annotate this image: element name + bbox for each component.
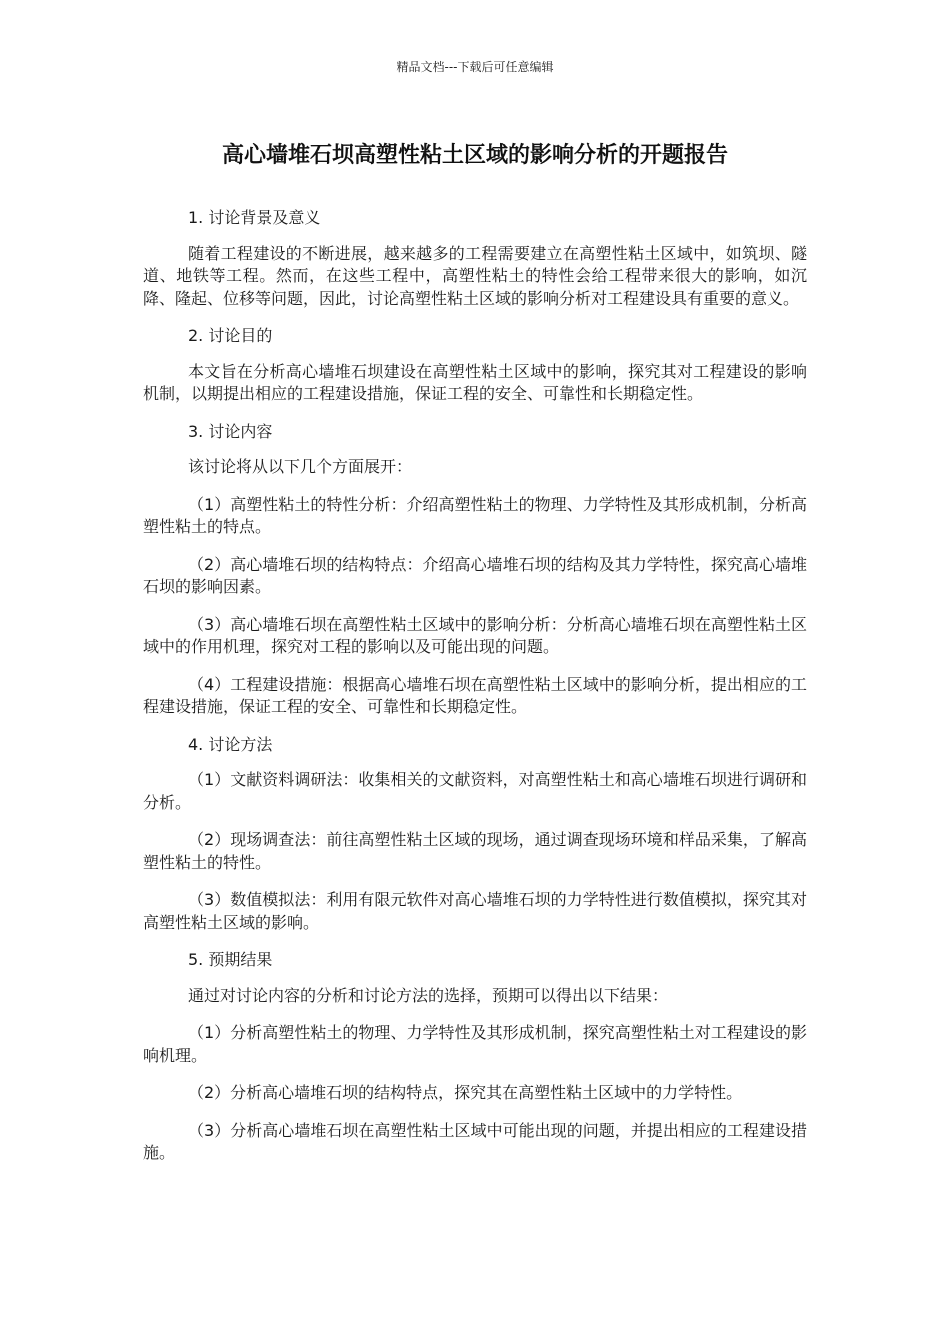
page-header: 精品文档---下载后可任意编辑 <box>396 60 554 74</box>
list-item: （3）分析高心墙堆石坝在高塑性粘土区域中可能出现的问题，并提出相应的工程建设措施。 <box>143 1120 807 1162</box>
list-item: （3）高心墙堆石坝在高塑性粘土区域中的影响分析：分析高心墙堆石坝在高塑性粘土区域中的作用机理，探究对工程的影响以及可能出现的问题。 <box>143 614 807 656</box>
section-heading: 3. 讨论内容 <box>188 421 273 441</box>
body-paragraph: 随着工程建设的不断进展，越来越多的工程需要建立在高塑性粘土区域中，如筑坝、隧道、地铁等工程。然而，在这些工程中，高塑性粘土的特性会给工程带来很大的影响，如沉降、隆起、位移等问题，因此，讨论高塑性粘土区域的影响分析对工程建设具有重要的意义。 <box>143 243 807 308</box>
section-heading: 5. 预期结果 <box>188 950 273 969</box>
list-item: （2）高心墙堆石坝的结构特点：介绍高心墙堆石坝的结构及其力学特性，探究高心墙堆石坝的影响因素。 <box>143 554 807 596</box>
list-item: （1）分析高塑性粘土的物理、力学特性及其形成机制，探究高塑性粘土对工程建设的影响机理。 <box>143 1023 807 1065</box>
body-paragraph: 本文旨在分析高心墙堆石坝建设在高塑性粘土区域中的影响，探究其对工程建设的影响机制，以期提出相应的工程建设措施，保证工程的安全、可靠性和长期稳定性。 <box>143 361 807 403</box>
body-paragraph: 该讨论将从以下几个方面展开： <box>188 457 413 476</box>
section-heading: 1. 讨论背景及意义 <box>188 208 321 227</box>
list-item: （1）文献资料调研法：收集相关的文献资料，对高塑性粘土和高心墙堆石坝进行调研和分析。 <box>143 770 807 812</box>
list-item: （3）数值模拟法：利用有限元软件对高心墙堆石坝的力学特性进行数值模拟，探究其对高塑性粘土区域的影响。 <box>143 890 807 932</box>
body-paragraph: 通过对讨论内容的分析和讨论方法的选择，预期可以得出以下结果： <box>188 985 669 1005</box>
section-heading: 4. 讨论方法 <box>188 734 273 754</box>
list-item: （4）工程建设措施：根据高心墙堆石坝在高塑性粘土区域中的影响分析，提出相应的工程建设措施，保证工程的安全、可靠性和长期稳定性。 <box>143 674 807 716</box>
document-body <box>143 207 807 1180</box>
list-item: （2）现场调查法：前往高塑性粘土区域的现场，通过调查现场环境和样品采集，了解高塑性粘土的特性。 <box>143 830 807 872</box>
document-title: 高心墙堆石坝高塑性粘土区域的影响分析的开题报告 <box>221 143 728 168</box>
section-heading: 2. 讨论目的 <box>188 326 273 345</box>
list-item: （1）高塑性粘土的特性分析：介绍高塑性粘土的物理、力学特性及其形成机制，分析高塑性粘土的特点。 <box>143 494 807 536</box>
list-item: （2）分析高心墙堆石坝的结构特点，探究其在高塑性粘土区域中的力学特性。 <box>188 1083 743 1102</box>
